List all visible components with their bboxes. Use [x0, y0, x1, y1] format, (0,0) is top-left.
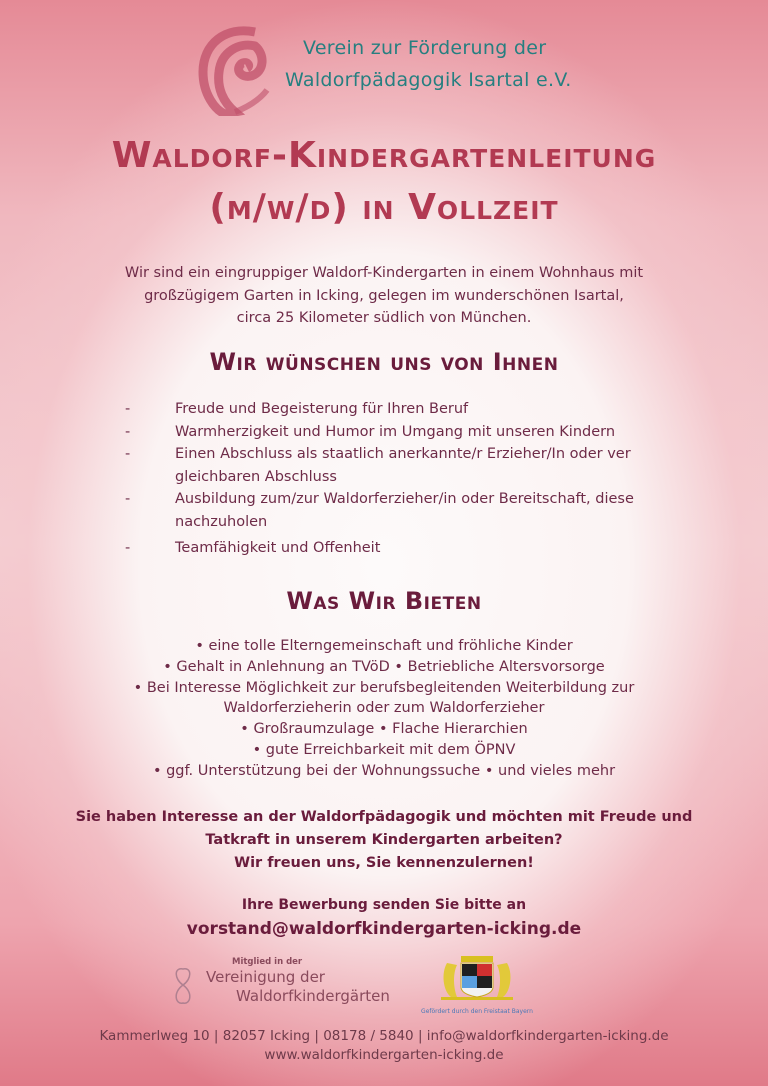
list-item — [125, 443, 685, 488]
title-line-2: (m/w/d) in Vollzeit — [209, 187, 559, 228]
bavaria-logo — [412, 953, 542, 1015]
bavarian-coat-of-arms-icon — [439, 953, 515, 1001]
verein-line-2: Waldorfkindergärten — [236, 987, 390, 1005]
dash: - — [125, 401, 131, 417]
offer-heading: Was Wir Bieten — [286, 587, 482, 615]
apply-email-link[interactable]: vorstand@waldorfkindergarten-icking.de — [186, 919, 582, 939]
list-item — [125, 421, 685, 444]
intro-line: Wir sind ein eingruppiger Waldorf-Kindergarten in einem Wohnhaus mit — [124, 265, 644, 281]
footer-website-link[interactable]: www.waldorfkindergarten-icking.de — [264, 1047, 504, 1063]
offer-line: • gute Erreichbarkeit mit dem ÖPNV — [252, 741, 516, 758]
dash: - — [125, 540, 131, 556]
offer-line: • ggf. Unterstützung bei der Wohnungssuche • und vieles mehr — [152, 762, 616, 779]
apply-text: Ihre Bewerbung senden Sie bitte an — [241, 897, 527, 913]
offer-list — [0, 636, 768, 782]
title-line-1: Waldorf-Kindergartenleitung — [111, 135, 657, 176]
org-line-2: Waldorfpädagogik Isartal e.V. — [285, 69, 572, 91]
application-info — [0, 894, 768, 942]
list-item-text: Freude und Begeisterung für Ihren Beruf — [175, 401, 469, 417]
list-item — [125, 537, 685, 560]
cta-line: Wir freuen uns, Sie kennenzulernen! — [234, 855, 534, 871]
vereinigung-logo — [170, 955, 390, 1015]
call-to-action — [0, 806, 768, 875]
list-item-text: Einen Abschluss als staatlich anerkannte/r Erzieher/In oder ver gleichbaren Abschluss — [175, 446, 631, 485]
list-item-text: Teamfähigkeit und Offenheit — [175, 540, 381, 556]
dash: - — [125, 446, 131, 462]
list-item — [125, 488, 685, 533]
cta-line: Tatkraft in unserem Kindergarten arbeiten? — [205, 832, 563, 848]
bavaria-caption: Gefördert durch den Freistaat Bayern — [421, 1008, 533, 1015]
footer — [0, 1027, 768, 1065]
offer-line: • Bei Interesse Möglichkeit zur berufsbegleitenden Weiterbildung zur — [133, 679, 635, 696]
intro-text — [0, 262, 768, 330]
offer-line: • Großraumzulage • Flache Hierarchien — [240, 721, 528, 738]
list-item — [125, 398, 685, 421]
page-title — [0, 130, 768, 234]
intro-line: großzügigem Garten in Icking, gelegen im wunderschönen Isartal, — [144, 287, 624, 304]
wishes-list — [125, 398, 685, 560]
offer-line: • Gehalt in Anlehnung an TVöD • Betriebliche Altersvorsorge — [163, 658, 605, 675]
dash: - — [125, 491, 131, 507]
offer-line: • eine tolle Elterngemeinschaft und fröhliche Kinder — [195, 638, 573, 654]
offer-line: Waldorferzieherin oder zum Waldorferzieher — [223, 700, 545, 717]
spiral-logo-icon — [195, 24, 270, 116]
intro-line: circa 25 Kilometer südlich von München. — [236, 310, 532, 326]
cta-line: Sie haben Interesse an der Waldorfpädagogik und möchten mit Freude und — [75, 809, 693, 825]
verein-line-1: Vereinigung der — [206, 968, 325, 986]
vereinigung-symbol-icon — [172, 965, 194, 1007]
verein-small: Mitglied in der — [232, 957, 303, 967]
list-item-text: Warmherzigkeit und Humor im Umgang mit unseren Kindern — [175, 423, 616, 440]
org-line-1: Verein zur Förderung der — [303, 37, 547, 59]
organization-name — [285, 32, 572, 96]
dash: - — [125, 423, 131, 440]
footer-contact: Kammerlweg 10 | 82057 Icking | 08178 / 5840 | info@waldorfkindergarten-icking.de — [99, 1028, 669, 1044]
wishes-heading: Wir wünschen uns von Ihnen — [209, 348, 559, 376]
list-item-text: Ausbildung zum/zur Waldorferzieher/in oder Bereitschaft, diese nachzuholen — [175, 491, 634, 530]
